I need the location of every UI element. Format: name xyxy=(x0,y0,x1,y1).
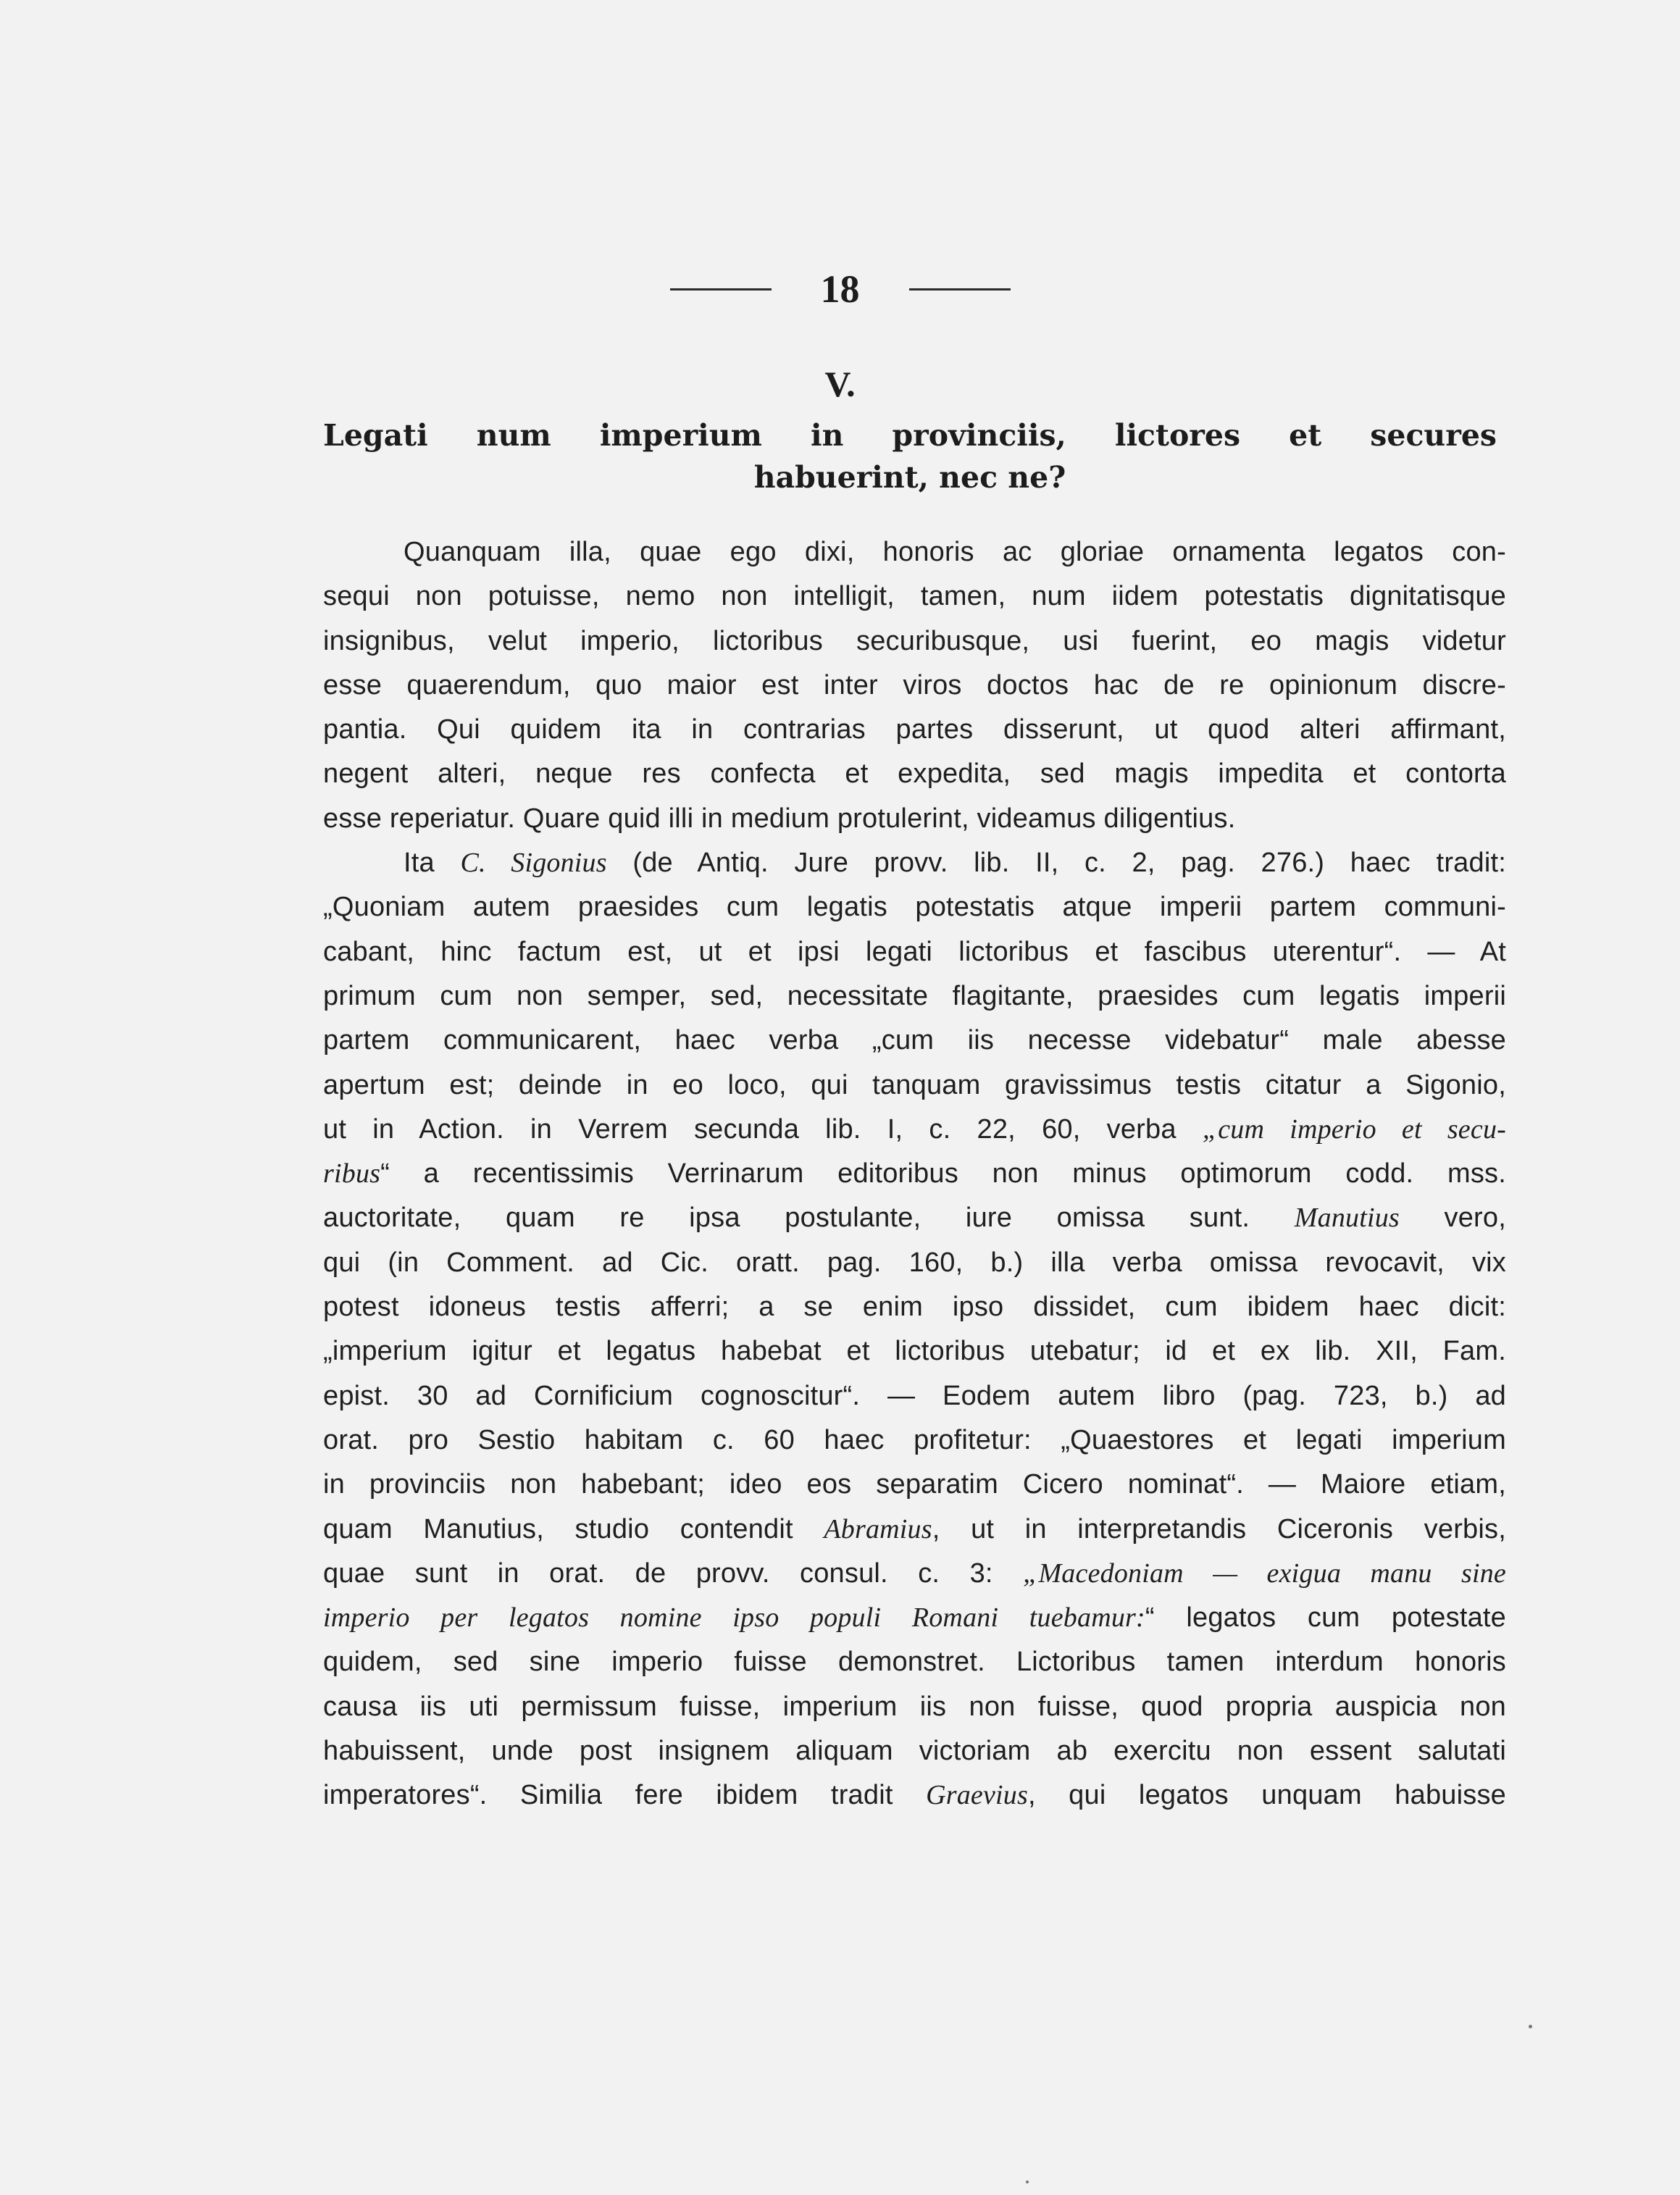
text-segment: partem communicarent, haec verba „cum iis necesse videbatur“ male abesse xyxy=(323,1025,1506,1056)
text-segment: „Quoniam autem praesides cum legatis potestatis atque imperii partem communi- xyxy=(323,892,1506,923)
section-heading-line-2: habuerint, nec ne? xyxy=(753,460,1066,495)
text-segment: potest idoneus testis afferri; a se enim ipso dissidet, cum ibidem haec dicit: xyxy=(323,1292,1506,1323)
text-segment: epist. 30 ad Cornificium cognoscitur“. — Eodem autem libro (pag. 723, b.) ad xyxy=(323,1380,1506,1411)
text-segment: quae sunt in orat. de provv. consul. c. 3: xyxy=(323,1558,1024,1589)
text-line xyxy=(323,1019,1506,1063)
text-line xyxy=(323,530,1506,574)
text-segment: primum cum non semper, sed, necessitate flagitante, praesides cum legatis imperii xyxy=(323,980,1506,1011)
right-rule xyxy=(909,288,1011,290)
text-line xyxy=(323,930,1506,974)
italic-segment: imperio per legatos nomine ipso populi Romani tuebamur: xyxy=(323,1602,1145,1634)
text-segment: auctoritate, quam re ipsa postulante, iure omissa sunt. xyxy=(323,1203,1295,1234)
text-line xyxy=(323,1196,1506,1240)
text-line xyxy=(323,664,1506,708)
section-heading-line-1: Legati num imperium in provinciis, lictores et secures xyxy=(323,418,1497,453)
text-segment: causa iis uti permissum fuisse, imperium iis non fuisse, quod propria auspicia non xyxy=(323,1691,1506,1722)
text-segment: esse reperiatur. Quare quid illi in medium protulerint, videamus diligentius. xyxy=(323,803,1236,834)
text-line xyxy=(323,1773,1506,1818)
text-segment: ut in Action. in Verrem secunda lib. I, c. 22, 60, verba xyxy=(323,1113,1203,1145)
text-line xyxy=(323,885,1506,929)
text-segment: negent alteri, neque res confecta et expedita, sed magis impedita et contorta xyxy=(323,758,1506,790)
text-segment: pantia. Qui quidem ita in contrarias partes disserunt, ut quod alteri affirmant, xyxy=(323,714,1506,745)
italic-segment: C. Sigonius xyxy=(460,848,607,879)
italic-segment: Manutius xyxy=(1294,1203,1400,1234)
section-heading xyxy=(323,414,1497,498)
italic-segment: ribus xyxy=(323,1158,381,1190)
text-segment: cabant, hinc factum est, ut et ipsi legati lictoribus et fascibus uterentur“. — At xyxy=(323,936,1506,967)
text-segment: qui (in Comment. ad Cic. oratt. pag. 160, b.) illa verba omissa revocavit, vix xyxy=(323,1247,1506,1278)
text-line xyxy=(323,1552,1506,1596)
text-line xyxy=(323,1640,1506,1684)
text-segment: imperatores“. Similia fere ibidem tradit xyxy=(323,1780,927,1811)
text-segment: “ a recentissimis Verrinarum editoribus non minus optimorum codd. mss. xyxy=(380,1158,1506,1190)
text-line xyxy=(323,1285,1506,1329)
text-segment: , ut in interpretandis Ciceronis verbis, xyxy=(932,1513,1506,1544)
text-segment: insignibus, velut imperio, lictoribus securibusque, usi fuerint, eo magis videtur xyxy=(323,625,1506,656)
text-segment: “ legatos cum potestate xyxy=(1145,1602,1507,1634)
text-line xyxy=(323,1463,1506,1507)
text-segment: in provinciis non habebant; ideo eos separatim Cicero nominat“. — Maiore etiam, xyxy=(323,1469,1506,1500)
text-segment: Quanquam illa, quae ego dixi, honoris ac gloriae ornamenta legatos con- xyxy=(404,537,1506,567)
text-line xyxy=(323,1508,1506,1552)
text-segment: sequi non potuisse, nemo non intelligit, tamen, num iidem potestatis dignitatisque xyxy=(323,581,1506,612)
text-segment: esse quaerendum, quo maior est inter viros doctos hac de re opinionum discre- xyxy=(323,669,1506,701)
text-segment: apertum est; deinde in eo loco, qui tanquam gravissimus testis citatur a Sigonio, xyxy=(323,1069,1506,1100)
italic-segment: Graevius xyxy=(926,1780,1028,1811)
text-line xyxy=(323,1152,1506,1196)
text-line xyxy=(323,1685,1506,1729)
text-line xyxy=(323,574,1506,619)
text-segment: vero, xyxy=(1399,1203,1506,1234)
text-segment: quam Manutius, studio contendit xyxy=(323,1513,824,1544)
text-line xyxy=(323,1418,1506,1463)
text-line xyxy=(323,797,1506,841)
text-line xyxy=(323,974,1506,1019)
text-line xyxy=(323,1241,1506,1285)
body-text xyxy=(323,530,1506,1818)
text-line xyxy=(323,1374,1506,1418)
text-line xyxy=(323,1596,1506,1640)
text-line xyxy=(323,1329,1506,1374)
text-segment: , qui legatos unquam habuisse xyxy=(1027,1780,1506,1811)
italic-segment: Abramius xyxy=(824,1513,932,1544)
left-rule xyxy=(670,288,772,290)
page-number-header xyxy=(0,269,1680,309)
print-speck xyxy=(1026,2181,1029,2183)
text-line xyxy=(323,1063,1506,1108)
text-line xyxy=(323,1108,1506,1152)
text-segment: habuissent, unde post insignem aliquam victoriam ab exercitu non essent salutati xyxy=(323,1736,1506,1767)
text-segment: orat. pro Sestio habitam c. 60 haec profitetur: „Quaestores et legati imperium xyxy=(323,1424,1506,1455)
text-line xyxy=(323,619,1506,664)
text-line xyxy=(323,841,1506,885)
text-line xyxy=(323,1729,1506,1773)
print-speck xyxy=(1529,2025,1532,2028)
italic-segment: „Macedoniam — exigua manu sine xyxy=(1023,1558,1506,1589)
text-segment: Ita xyxy=(404,848,461,879)
text-segment: quidem, sed sine imperio fuisse demonstret. Lictoribus tamen interdum honoris xyxy=(323,1647,1506,1678)
section-number: V. xyxy=(824,364,856,404)
text-line xyxy=(323,752,1506,796)
text-segment: „imperium igitur et legatus habebat et lictoribus utebatur; id et ex lib. XII, Fam. xyxy=(323,1336,1506,1367)
page-number: 18 xyxy=(820,267,860,311)
italic-segment: „cum imperio et secu- xyxy=(1202,1113,1506,1145)
text-segment: (de Antiq. Jure provv. lib. II, c. 2, pag. 276.) haec tradit: xyxy=(606,848,1506,879)
text-line xyxy=(323,708,1506,752)
